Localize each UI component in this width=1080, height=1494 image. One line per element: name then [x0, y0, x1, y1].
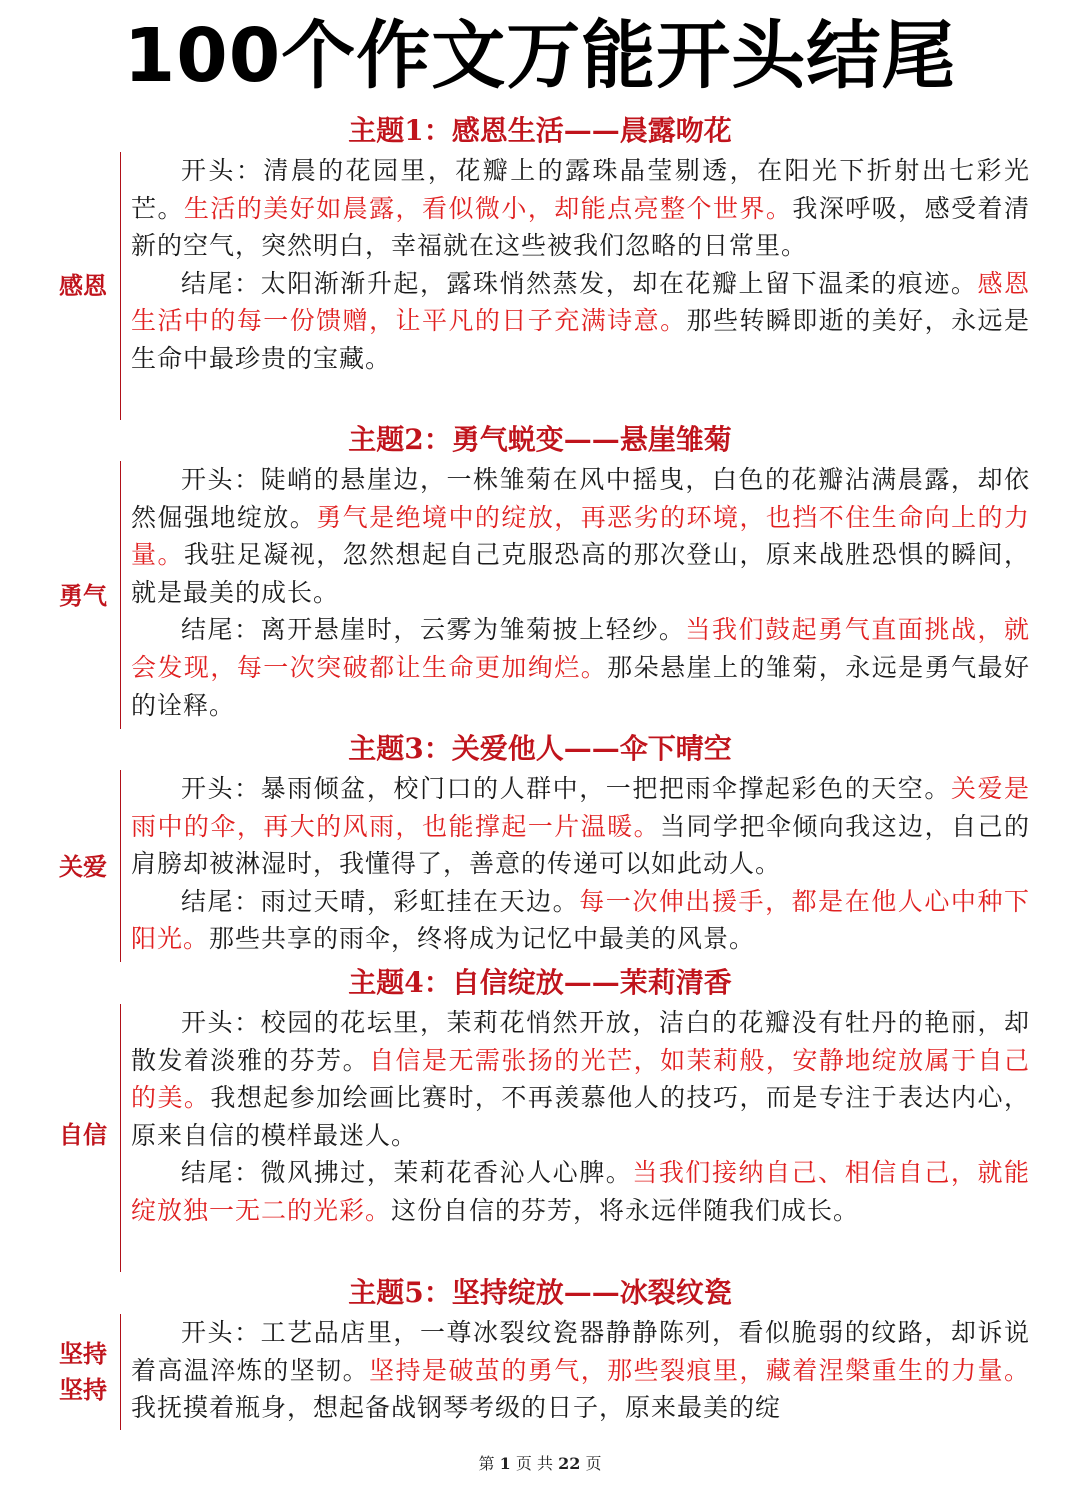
theme-4-side-label: 自信 [59, 1120, 107, 1149]
theme-2-ending: 结尾：离开悬崖时，云雾为雏菊披上轻纱。当我们鼓起勇气直面挑战，就会发现，每一次突破都让生命更加绚烂。那朵悬崖上的雏菊，永远是勇气最好的诠释。 [131, 615, 1030, 720]
theme-2-opening: 开头：陡峭的悬崖边，一株雏菊在风中摇曳，白色的花瓣沾满晨露，却依然倔强地绽放。勇气是绝境中的绽放，再恶劣的环境，也挡不住生命向上的力量。我驻足凝视，忽然想起自己克服恐高的那次登山，原来战胜恐惧的瞬间，就是最美的成长。 [131, 465, 1030, 607]
theme-4-heading: 主题4：自信绽放——茉莉清香 [348, 966, 732, 999]
theme-1-ending-highlight: 感恩生活中的每一份馈赠，让平凡的日子充满诗意。 [131, 268, 1030, 336]
theme-3-ending: 结尾：雨过天晴，彩虹挂在天边。每一次伸出援手，都是在他人心中种下阳光。那些共享的雨伞，终将成为记忆中最美的风景。 [131, 886, 1030, 954]
total-page-count: 22 [558, 1454, 581, 1473]
theme-4-opening: 开头：校园的花坛里，茉莉花悄然开放，洁白的花瓣没有牡丹的艳丽，却散发着淡雅的芬芳。自信是无需张扬的光芒，如茉莉般，安静地绽放属于自己的美。我想起参加绘画比赛时，不再羡慕他人的技巧，而是专注于表达内心，原来自信的模样最迷人。 [131, 1008, 1030, 1150]
theme-1-ending: 结尾：太阳渐渐升起，露珠悄然蒸发，却在花瓣上留下温柔的痕迹。感恩生活中的每一份馈赠，让平凡的日子充满诗意。那些转瞬即逝的美好，永远是生命中最珍贵的宝藏。 [131, 268, 1030, 373]
page-title: 100个作文万能开头结尾 [123, 13, 957, 99]
theme-3-heading: 主题3：关爱他人——伞下晴空 [348, 732, 732, 765]
theme-2-heading: 主题2：勇气蜕变——悬崖雏菊 [348, 423, 732, 456]
theme-5-opening: 开头：工艺品店里，一尊冰裂纹瓷器静静陈列，看似脆弱的纹路，却诉说着高温淬炼的坚韧。坚持是破茧的勇气，那些裂痕里，藏着涅槃重生的力量。我抚摸着瓶身，想起备战钢琴考级的日子，原来最美的绽 [131, 1318, 1030, 1423]
theme-3-section [120, 770, 1030, 962]
theme-2-side-label: 勇气 [59, 581, 107, 610]
theme-4-ending-highlight: 当我们接纳自己、相信自己，就能绽放独一无二的光彩。 [131, 1158, 1030, 1225]
theme-1-opening-highlight: 生活的美好如晨露，看似微小，却能点亮整个世界。 [183, 193, 793, 223]
theme-4-opening-highlight: 自信是无需张扬的光芒，如茉莉般，安静地绽放属于自己的美。 [131, 1045, 1030, 1113]
theme-1-heading: 主题1：感恩生活——晨露吻花 [348, 114, 732, 147]
theme-5-side-label: 坚持坚持 [59, 1339, 107, 1404]
theme-4-section [120, 1004, 1030, 1272]
theme-2-ending-highlight: 当我们鼓起勇气直面挑战，就会发现，每一次突破都让生命更加绚烂。 [131, 615, 1030, 682]
theme-3-ending-highlight: 每一次伸出援手，都是在他人心中种下阳光。 [131, 886, 1030, 954]
current-page-number: 1 [499, 1454, 511, 1473]
theme-5-section [120, 1314, 1030, 1430]
theme-5-heading: 主题5：坚持绽放——冰裂纹瓷 [348, 1276, 732, 1309]
theme-1-section [120, 152, 1030, 420]
theme-3-opening: 开头：暴雨倾盆，校门口的人群中，一把把雨伞撑起彩色的天空。关爱是雨中的伞，再大的风雨，也能撑起一片温暖。当同学把伞倾向我这边，自己的肩膀却被淋湿时，我懂得了，善意的传递可以如此动人。 [131, 774, 1030, 879]
theme-3-side-label: 关爱 [59, 852, 107, 881]
theme-3-opening-highlight: 关爱是雨中的伞，再大的风雨，也能撑起一片温暖。 [131, 774, 1030, 841]
theme-4-ending: 结尾：微风拂过，茉莉花香沁人心脾。当我们接纳自己、相信自己，就能绽放独一无二的光彩。这份自信的芬芳，将永远伴随我们成长。 [131, 1158, 1030, 1225]
theme-1-side-label: 感恩 [59, 271, 107, 300]
theme-2-opening-highlight: 勇气是绝境中的绽放，再恶劣的环境，也挡不住生命向上的力量。 [131, 502, 1030, 570]
theme-5-opening-highlight: 坚持是破茧的勇气，那些裂痕里，藏着涅槃重生的力量。 [369, 1355, 1030, 1385]
page-footer: 第 1 页 共 22 页 [478, 1454, 602, 1473]
theme-1-opening: 开头：清晨的花园里，花瓣上的露珠晶莹剔透，在阳光下折射出七彩光芒。生活的美好如晨露，看似微小，却能点亮整个世界。我深呼吸，感受着清新的空气，突然明白，幸福就在这些被我们忽略的日常里。 [131, 156, 1030, 261]
theme-2-section [120, 461, 1030, 729]
